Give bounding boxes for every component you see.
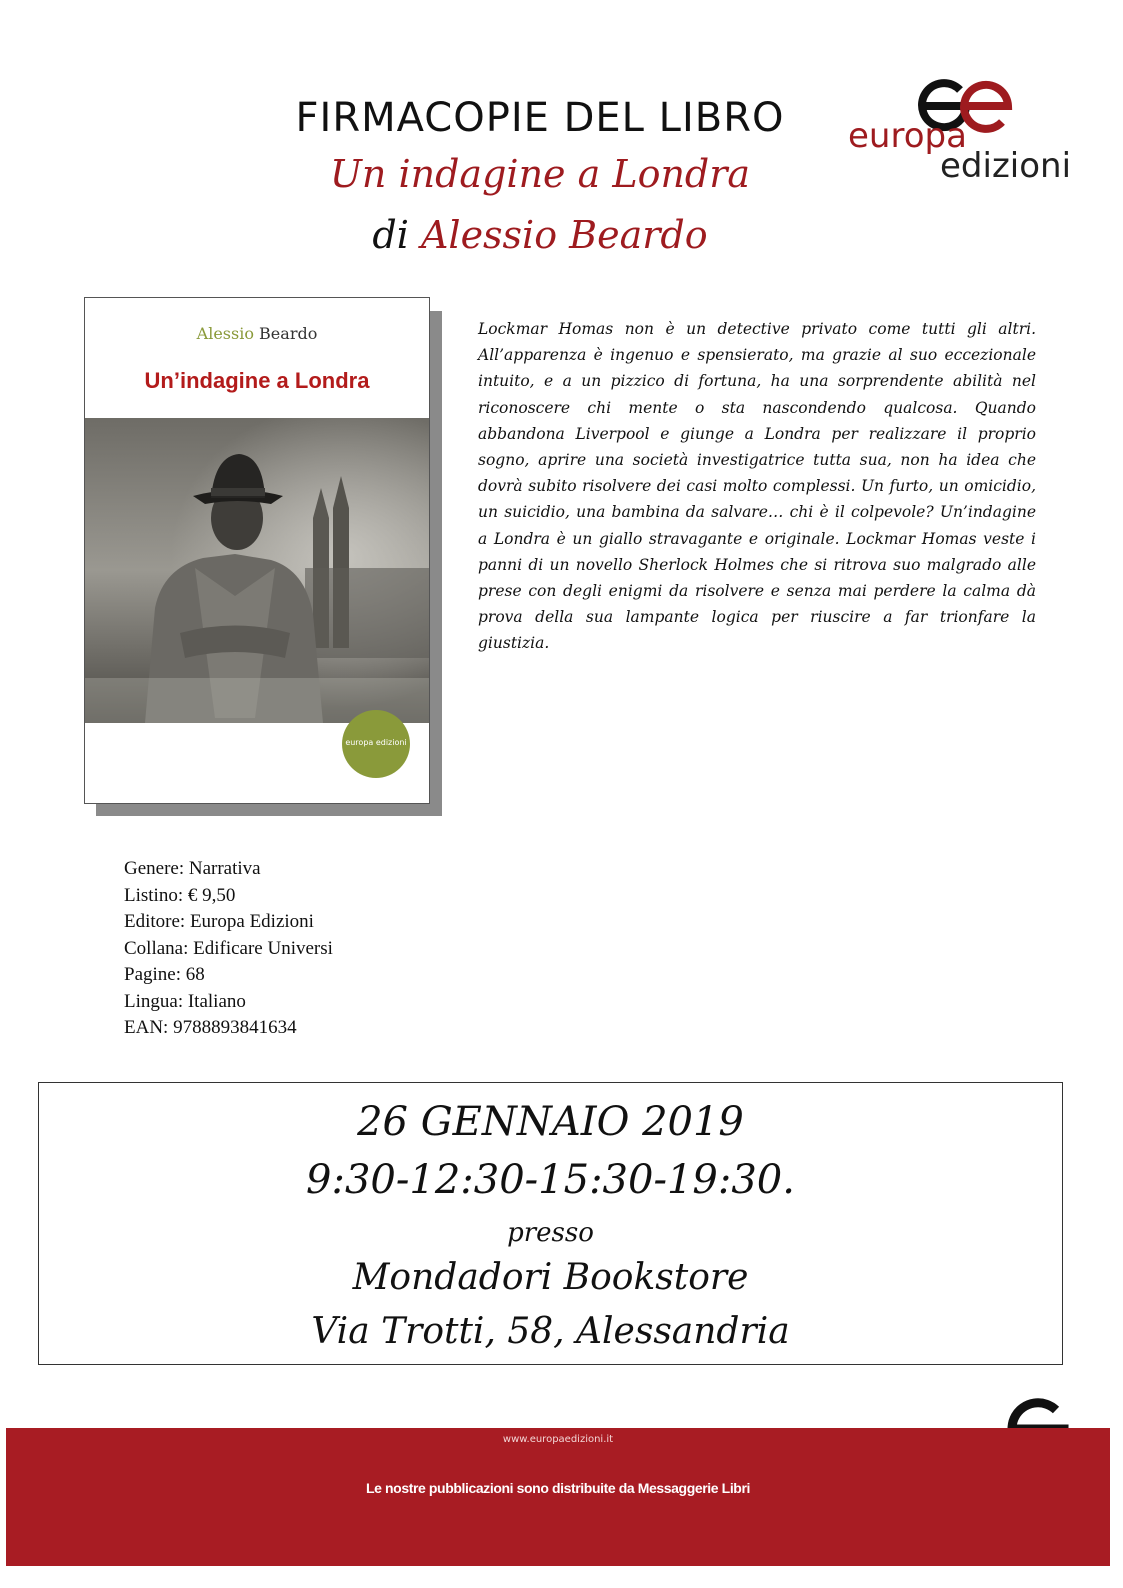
cover-author-first: Alessio (196, 324, 254, 343)
logo-word-edizioni: edizioni (940, 146, 1072, 186)
publisher-logo (848, 72, 1072, 192)
cover-publisher-badge (342, 710, 410, 778)
event-date: 26 GENNAIO 2019 (357, 1099, 744, 1145)
event-address: Via Trotti, 58, Alessandria (311, 1311, 790, 1352)
cover-title: Un’indagine a Londra (144, 368, 370, 393)
detail-genre: Genere: Narrativa (124, 858, 261, 879)
event-box (38, 1082, 1063, 1365)
detail-pages: Pagine: 68 (124, 964, 205, 985)
synopsis-text: Lockmar Homas non è un detective privato come tutti gli altri. All’apparenza è ingenuo e spensierato, ma grazie al suo eccezionale intuito, e a un pizzico di fortuna, ha una sorprendente abilità nel riconoscere chi mente o sta nascondendo qualcosa. Quando abbandona Liverpool e giunge a Londra per realizzare il proprio sogno, aprire una società investigatrice tutta sua, non ha idea che dovrà subito risolvere dei casi molto complessi. Un furto, un omicidio, un suicidio, una bambina da salvare… chi è il colpevole? Un’indagine a Londra è un giallo stravagante e originale. Lockmar Homas veste i panni di un novello Sherlock Holmes che si ritrova suo malgrado alle prese con degli enigmi da risolvere e senza mai perdere la calma dà prova della sua lampante logica per riuscire a far trionfare la giustizia. (478, 320, 1036, 653)
author-name: Alessio Beardo (420, 213, 708, 257)
detail-language: Lingua: Italiano (124, 990, 246, 1012)
logo-word-europa: europa (848, 116, 967, 156)
cover-author (85, 324, 429, 343)
author-prefix: di (372, 213, 409, 257)
detail-price: Listino: € 9,50 (124, 884, 236, 906)
header (240, 92, 840, 266)
event-presso: presso (507, 1218, 594, 1248)
detective-photo-icon (85, 418, 429, 723)
author-line (240, 204, 840, 266)
detail-publisher: Editore: Europa Edizioni (124, 911, 314, 932)
book-details (124, 856, 333, 1042)
event-venue: Mondadori Bookstore (352, 1257, 749, 1298)
event-heading: FIRMACOPIE DEL LIBRO (295, 95, 785, 141)
footer-distribution: Le nostre pubblicazioni sono distribuite da Messaggerie Libri (366, 1480, 750, 1496)
book-title: Un indagine a Londra (329, 152, 751, 196)
detail-ean: EAN: 9788893841634 (124, 1017, 297, 1038)
book-cover (84, 297, 430, 804)
footer-url[interactable]: www.europaedizioni.it (502, 1434, 614, 1445)
detail-series: Collana: Edificare Universi (124, 937, 333, 959)
event-times: 9:30-12:30-15:30-19:30. (306, 1157, 795, 1203)
footer-bar (6, 1428, 1110, 1566)
cover-badge-text: europa edizioni (345, 738, 407, 747)
cover-author-last: Beardo (259, 324, 318, 343)
